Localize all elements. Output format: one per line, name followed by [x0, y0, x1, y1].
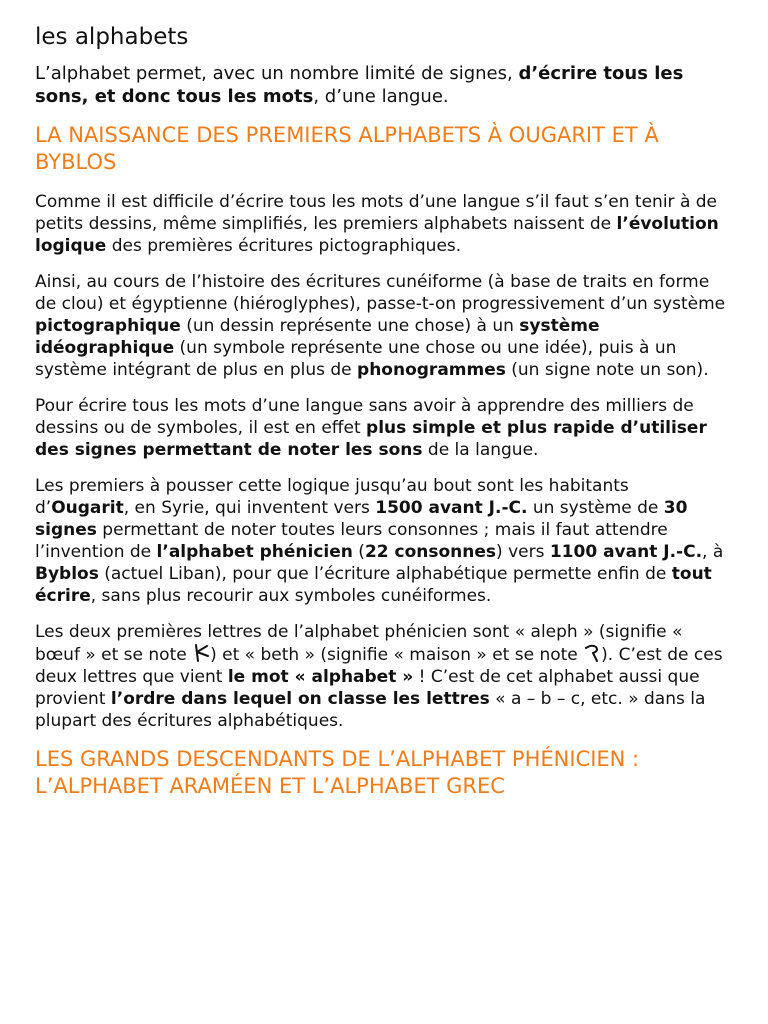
- bold-text: 1500 avant J.-C.: [375, 498, 528, 518]
- bold-text: Ougarit: [51, 498, 124, 518]
- intro-bold: d’écrire tous les sons, et donc tous les mots: [35, 63, 684, 107]
- paragraph-text: « a – b – c, etc. » dans la plupart des écritures alphabétiques.: [35, 689, 706, 731]
- paragraph-text: , en Syrie, qui inventent vers: [123, 498, 376, 518]
- bold-text: 1100 avant J.-C.: [549, 542, 703, 562]
- page-title: les alphabets: [35, 24, 189, 50]
- paragraph-text: , à: [702, 542, 724, 562]
- paragraph-text: (un symbole représente une chose ou une idée), puis à un système intégrant de plus en plus de: [35, 338, 677, 380]
- intro-text: , d’une langue.: [313, 86, 449, 107]
- section-heading-naissance: LA NAISSANCE DES PREMIERS ALPHABETS À OUGARIT ET À BYBLOS: [35, 123, 659, 174]
- bold-text: l’évolution logique: [35, 214, 719, 256]
- paragraph-text: Les deux premières lettres de l’alphabet phénicien sont « aleph » (signifie « bœuf » et se note: [35, 622, 683, 665]
- paragraph-text: ) vers: [496, 542, 550, 562]
- bold-text: phonogrammes: [357, 360, 506, 380]
- paragraph-text: , sans plus recourir aux symboles cunéiformes.: [90, 586, 492, 606]
- paragraph-text: ! C’est de cet alphabet aussi que provient: [35, 667, 700, 709]
- paragraph-sons: [35, 395, 728, 461]
- bold-text: tout écrire: [35, 564, 712, 606]
- paragraph-text: des premières écritures pictographiques.: [106, 236, 462, 256]
- paragraph-text: permettant de noter toutes leurs consonnes ; mais il faut attendre l’invention de: [35, 520, 668, 562]
- paragraph-text: (: [352, 542, 365, 562]
- paragraph-text: (un dessin représente une chose) à un: [180, 316, 520, 336]
- paragraph-text: de la langue.: [422, 440, 539, 460]
- paragraph-text: (un signe note un son).: [505, 360, 709, 380]
- paragraph-ougarit: [35, 475, 728, 607]
- bold-text: pictographique: [35, 316, 181, 336]
- bold-text: le mot « alphabet »: [227, 667, 414, 687]
- paragraph-text: Ainsi, au cours de l’histoire des écritures cunéiforme (à base de traits en forme de clou) et égyptienne (hiéroglyphes), passe-t-on progressivement d’un système: [35, 272, 726, 314]
- bold-text: système idéographique: [35, 316, 600, 358]
- phoenician-beth-icon: [583, 643, 601, 663]
- bold-text: plus simple et plus rapide d’utiliser des signes permettant de noter les sons: [35, 418, 707, 460]
- bold-text: l’ordre dans lequel on classe les lettres: [110, 689, 490, 709]
- paragraph-text: un système de: [527, 498, 664, 518]
- paragraph-aleph-beth: [35, 621, 728, 732]
- paragraph-text: (actuel Liban), pour que l’écriture alphabétique permette enfin de: [98, 564, 672, 584]
- bold-text: l’alphabet phénicien: [156, 542, 353, 562]
- paragraph-text: Pour écrire tous les mots d’une langue sans avoir à apprendre des milliers de dessins ou de symboles, il est en effet: [35, 396, 694, 438]
- bold-text: Byblos: [35, 564, 99, 584]
- intro-paragraph: [35, 62, 728, 108]
- paragraph-systemes: [35, 271, 728, 381]
- paragraph-text: Comme il est difficile d’écrire tous les mots d’une langue s’il faut s’en tenir à de petits dessins, même simplifiés, les premiers alphabets naissent de: [35, 192, 718, 234]
- phoenician-aleph-icon: [192, 643, 210, 663]
- section-heading-descendants: LES GRANDS DESCENDANTS DE L’ALPHABET PHÉNICIEN : L’ALPHABET ARAMÉEN ET L’ALPHABET GREC: [35, 747, 640, 798]
- bold-text: 30 signes: [35, 498, 688, 540]
- intro-text: L’alphabet permet, avec un nombre limité de signes,: [35, 63, 519, 84]
- paragraph-text: ) et « beth » (signifie « maison » et se note: [210, 645, 584, 665]
- paragraph-text: ). C’est de ces deux lettres que vient: [35, 645, 723, 687]
- paragraph-text: Les premiers à pousser cette logique jusqu’au bout sont les habitants d’: [35, 476, 629, 518]
- bold-text: 22 consonnes: [364, 542, 497, 562]
- paragraph-evolution: [35, 191, 728, 257]
